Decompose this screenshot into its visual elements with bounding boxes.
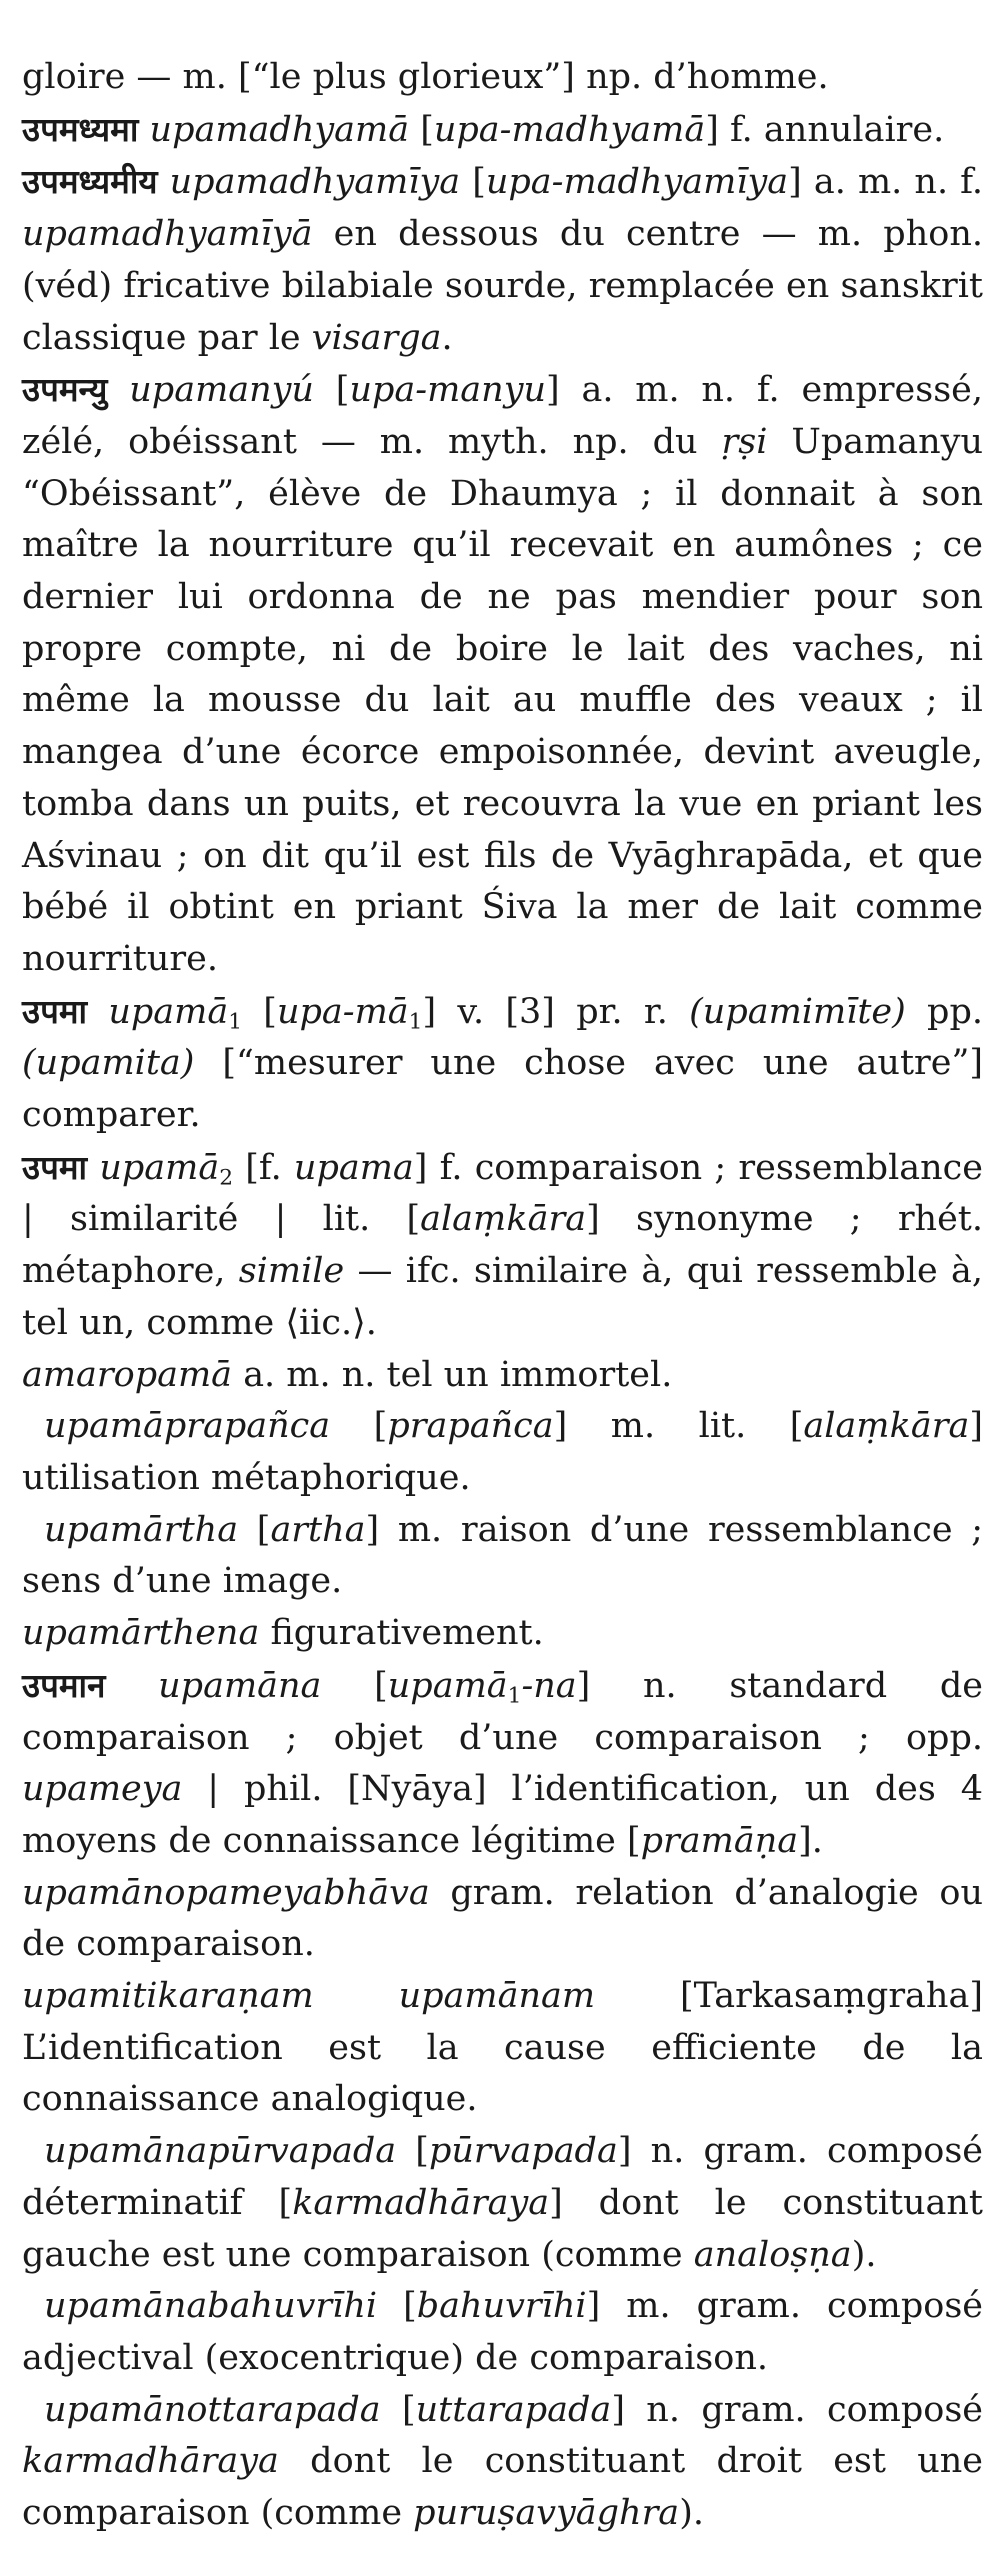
homonym-index: 2 xyxy=(219,1165,234,1191)
italic-text: upamanyú xyxy=(129,370,314,411)
italic-text: upameya xyxy=(22,1769,183,1810)
text-run: [ xyxy=(242,991,277,1032)
italic-text: prapañca xyxy=(387,1406,554,1447)
text-run xyxy=(87,992,108,1032)
devanagari-headword: उपमा xyxy=(22,1147,88,1187)
headword-entry xyxy=(22,1660,983,1868)
entry-line xyxy=(22,1608,983,1660)
devanagari-headword: उपमन्यु xyxy=(22,370,108,410)
italic-text: pūrvapada xyxy=(428,2131,618,2172)
italic-text: upamā xyxy=(108,991,229,1032)
italic-text: upamārtha xyxy=(44,1509,239,1550)
italic-text: simile xyxy=(238,1251,345,1292)
italic-text: upamāprapañca xyxy=(44,1406,331,1447)
italic-text: upa-madhyamīya xyxy=(485,162,789,203)
devanagari-headword: उपमान xyxy=(22,1665,106,1705)
devanagari-headword: उपमध्यमा xyxy=(22,109,139,149)
text-run: ] n. gram. composé déterminatif [ xyxy=(22,2131,984,2223)
italic-text: amaropamā xyxy=(22,1354,233,1395)
sub-entry xyxy=(22,2126,983,2281)
italic-text: upamānopameyabhāva xyxy=(22,1872,430,1913)
italic-text: upamārthena xyxy=(22,1613,260,1654)
text-run: [ xyxy=(313,370,350,411)
italic-text: upamānottarapada xyxy=(44,2389,381,2430)
text-run: gloire — m. [“le plus glorieux”] np. d’homme. xyxy=(22,57,829,97)
text-run: [“mesurer une chose avec une autre”] comparer. xyxy=(22,1043,983,1136)
entry-line xyxy=(22,52,983,104)
homonym-index: 1 xyxy=(507,1683,522,1709)
devanagari-headword: उपमा xyxy=(22,991,88,1031)
italic-text: upa-madhyamā xyxy=(433,109,706,150)
text-run: ] f. annulaire. xyxy=(705,109,945,150)
italic-text: pramāṇa xyxy=(640,1820,799,1861)
text-run: ] a. m. n. f. xyxy=(788,162,983,203)
text-run: [ xyxy=(321,1665,388,1706)
text-run: en dessous du centre — m. phon. (véd) fricative bilabiale sourde, remplacée en sanskrit classique par le xyxy=(22,214,983,358)
text-run: ). xyxy=(679,2493,704,2534)
italic-text: (upamimīte) xyxy=(689,991,906,1032)
text-run: dont le constituant droit est une comparaison (comme xyxy=(22,2441,983,2534)
italic-text: upamā xyxy=(99,1147,220,1188)
text-run: — ifc. similaire à, qui ressemble à, tel un, comme ⟨iic.⟩. xyxy=(22,1251,984,1343)
italic-text: analoṣṇa xyxy=(693,2234,852,2275)
text-run: [ xyxy=(377,2286,417,2327)
italic-text: upamadhyamīya xyxy=(169,162,461,203)
headword-entry xyxy=(22,1142,983,1350)
italic-text: upamāna xyxy=(158,1665,322,1706)
text-run: [f. xyxy=(233,1147,294,1188)
text-run: ] m. gram. composé adjectival (exocentrique) de comparaison. xyxy=(22,2286,983,2378)
italic-text: puruṣavyāghra xyxy=(413,2493,680,2534)
text-run xyxy=(158,162,170,202)
homonym-index: 1 xyxy=(408,1009,423,1035)
headword-entry xyxy=(22,156,983,364)
headword-entry xyxy=(22,364,983,985)
italic-text: uttarapada xyxy=(415,2389,612,2430)
text-run: ] n. standard de comparaison ; objet d’une comparaison ; opp. xyxy=(22,1665,983,1758)
text-run: ] f. comparaison ; ressemblance | similarité | lit. [ xyxy=(22,1147,983,1240)
italic-text: upamitikaraṇam upamānam xyxy=(22,1976,596,2017)
entry-line xyxy=(22,1350,983,1402)
text-run: figurativement. xyxy=(259,1613,544,1654)
text-run: ] dont le constituant gauche est une comparaison (comme xyxy=(22,2182,983,2275)
text-run xyxy=(105,1666,158,1706)
text-run: ] n. gram. composé xyxy=(611,2389,983,2430)
entry-line xyxy=(22,1971,983,2126)
text-run xyxy=(138,110,149,150)
text-run: [ xyxy=(238,1509,271,1550)
text-run: ). xyxy=(851,2234,877,2275)
text-run xyxy=(107,370,129,410)
italic-text: upamā xyxy=(387,1665,508,1706)
italic-text: upamānabahuvrīhi xyxy=(44,2286,378,2327)
italic-text: karmadhāraya xyxy=(292,2182,550,2223)
text-run: ] m. lit. [ xyxy=(553,1406,804,1447)
text-run: . xyxy=(441,317,453,358)
italic-text: bahuvrīhi xyxy=(416,2286,587,2327)
devanagari-headword: उपमध्यमीय xyxy=(22,162,158,202)
homonym-index: 1 xyxy=(228,1009,243,1035)
italic-text: upa-mā xyxy=(276,991,409,1032)
text-run: ] v. [3] pr. r. xyxy=(422,991,690,1032)
entry-line xyxy=(22,1868,983,1971)
italic-text: upamānapūrvapada xyxy=(44,2131,397,2172)
headword-entry xyxy=(22,104,983,157)
text-run xyxy=(87,1148,99,1188)
italic-text: karmadhāraya xyxy=(22,2441,279,2482)
text-run: Upamanyu “Obéissant”, élève de Dhaumya ; il donnait à son maître la nourriture qu’il recevait en aumônes ; ce dernier lui ordonna de ne pas mendier pour son propre compte, ni de boire le lait des vaches, ni même la mousse du lait au muffle des veaux ; il mangea d’une écorce empoisonnée, devint aveugle, tomba dans un puits, et recouvra la vue en priant les Aśvinau ; on dit qu’il est fils de Vyāghrapāda, et que bébé il obtint en priant Śiva la mer de lait comme nourriture. xyxy=(22,421,983,979)
sub-entry xyxy=(22,2281,983,2384)
italic-text: ṛṣi xyxy=(721,421,768,462)
text-run: [ xyxy=(330,1406,388,1447)
text-run: [ xyxy=(409,109,434,150)
italic-text: upamadhyamīyā xyxy=(22,214,313,255)
text-run: ] a. m. n. f. empressé, zélé, obéissant — m. myth. np. du xyxy=(22,370,983,462)
text-run: [ xyxy=(380,2389,416,2430)
italic-text: upamadhyamā xyxy=(149,109,410,150)
text-run: ]. xyxy=(798,1820,823,1861)
italic-text: alaṃkāra xyxy=(420,1199,587,1240)
italic-text: alaṃkāra xyxy=(803,1406,970,1447)
text-run: [ xyxy=(460,162,486,203)
text-run: pp. xyxy=(905,991,983,1032)
text-run: gram. relation d’analogie ou de comparaison. xyxy=(22,1872,983,1965)
italic-text: upa-manyu xyxy=(349,370,547,411)
sub-entry xyxy=(22,1401,983,1504)
italic-text: (upamita) xyxy=(22,1043,195,1084)
text-run: ] utilisation métaphorique. xyxy=(22,1406,983,1498)
text-run: ] m. raison d’une ressemblance ; sens d’une image. xyxy=(22,1509,984,1602)
sub-entry xyxy=(22,1505,983,1608)
italic-text: visarga xyxy=(311,317,442,358)
text-run: [Tarkasaṃgraha] L’identification est la cause efficiente de la connaissance analogique. xyxy=(22,1976,983,2120)
text-run: a. m. n. tel un immortel. xyxy=(232,1354,673,1395)
headword-entry xyxy=(22,986,983,1142)
italic-text: artha xyxy=(270,1509,366,1550)
italic-text: upama xyxy=(293,1147,414,1188)
text-run: ] synonyme ; rhét. métaphore, xyxy=(22,1199,984,1292)
text-run: [ xyxy=(396,2131,429,2172)
sub-entry xyxy=(22,2385,983,2540)
italic-text: -na xyxy=(521,1665,577,1706)
text-run: | phil. [Nyāya] l’identification, un des 4 moyens de connaissance légitime [ xyxy=(22,1769,983,1861)
